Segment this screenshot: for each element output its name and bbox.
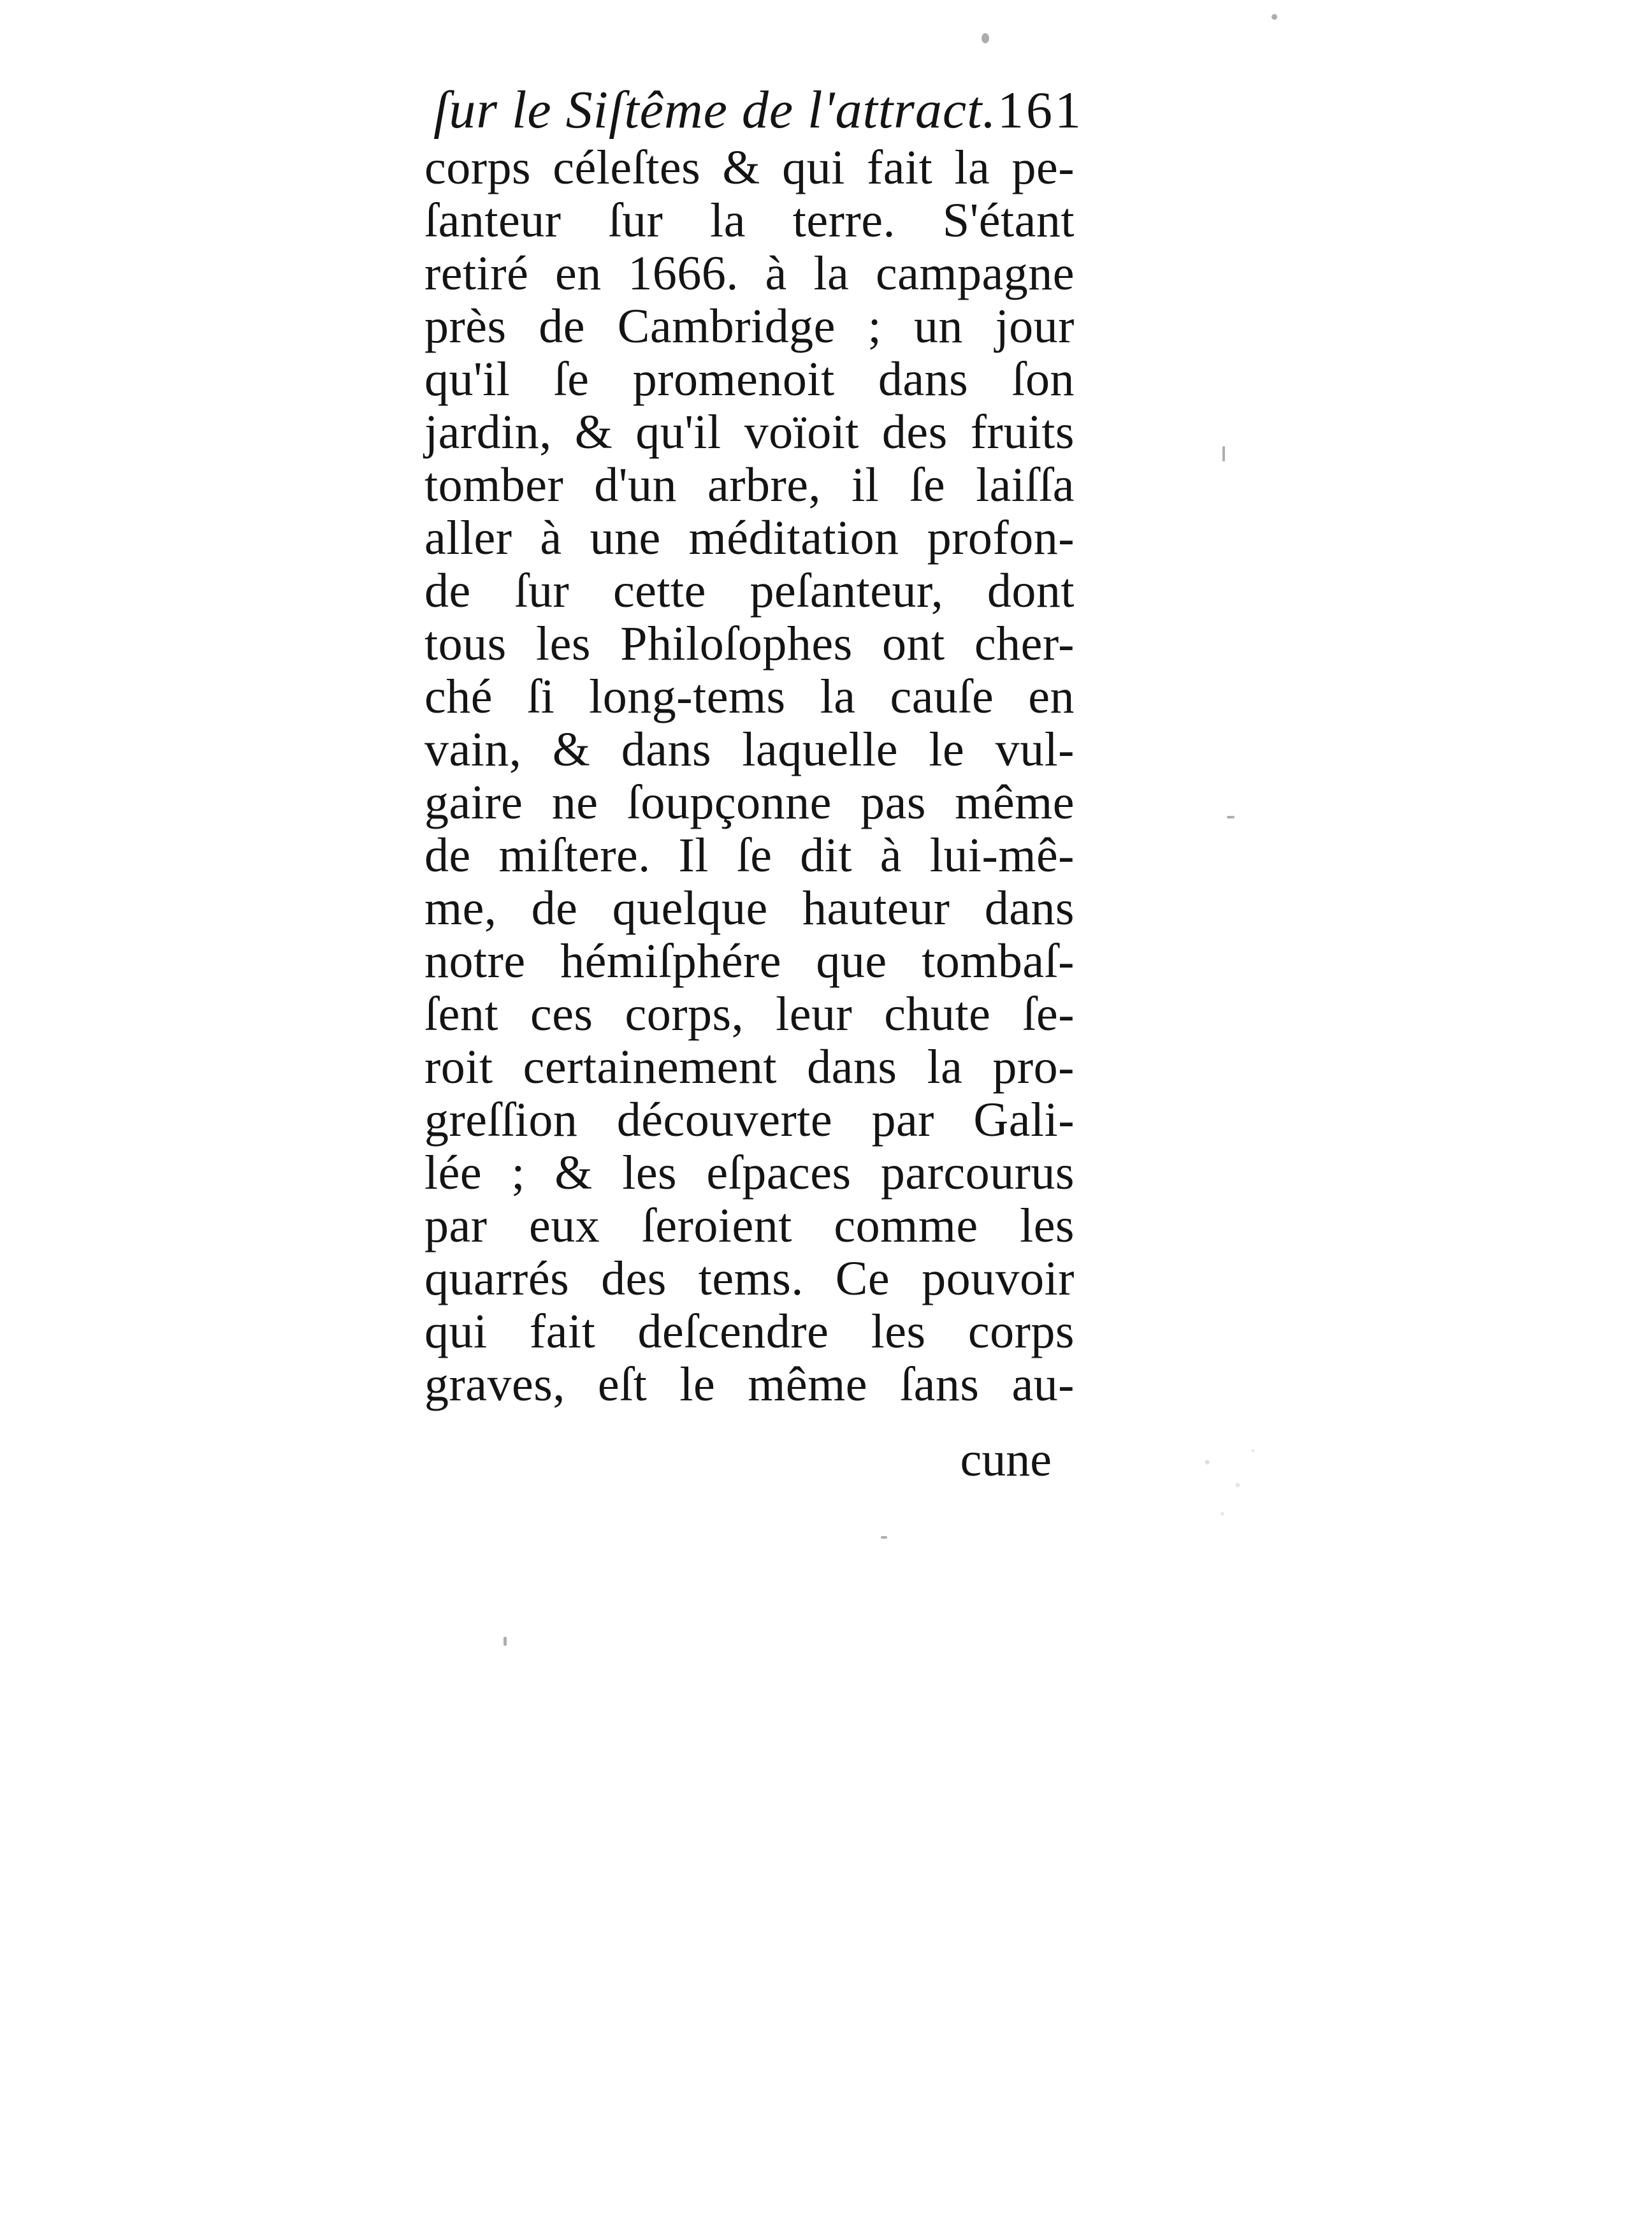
text-line: qui fait deſcendre les corps xyxy=(424,1305,1075,1358)
text-line: gaire ne ſoupçonne pas même xyxy=(424,776,1075,829)
text-line: roit certainement dans la pro- xyxy=(424,1040,1075,1094)
catchword: cune xyxy=(960,1433,1052,1486)
text-line: graves, eſt le même ſans au- xyxy=(424,1358,1075,1411)
paper-speck xyxy=(1227,816,1235,818)
text-line: qu'il ſe promenoit dans ſon xyxy=(424,352,1075,406)
text-line: quarrés des tems. Ce pouvoir xyxy=(424,1252,1075,1305)
text-line: par eux ſeroient comme les xyxy=(424,1199,1075,1252)
text-line: notre hémiſphére que tombaſ- xyxy=(424,934,1075,988)
paper-speck xyxy=(504,1637,507,1646)
paper-speck xyxy=(881,1536,887,1539)
text-line: lée ; & les eſpaces parcourus xyxy=(424,1146,1075,1200)
text-line: retiré en 1666. à la campagne xyxy=(424,247,1075,300)
running-head: ſur le Siſtême de l'attract. xyxy=(433,80,997,140)
text-line: ché ſi long-tems la cauſe en xyxy=(424,670,1075,723)
text-line: près de Cambridge ; un jour xyxy=(424,300,1075,353)
text-line: corps céleſtes & qui fait la pe- xyxy=(424,141,1075,194)
text-line: de ſur cette peſanteur, dont xyxy=(424,564,1075,618)
page-header xyxy=(433,75,1083,145)
text-line: greſſion découverte par Gali- xyxy=(424,1093,1075,1147)
text-line: jardin, & qu'il voïoit des fruits xyxy=(424,405,1075,459)
page-number: 161 xyxy=(997,81,1083,139)
text-line: tomber d'un arbre, il ſe laiſſa xyxy=(424,458,1075,512)
paper-speck xyxy=(1222,446,1225,461)
text-line: de miſtere. Il ſe dit à lui-mê- xyxy=(424,829,1075,882)
paper-noise xyxy=(1192,1428,1268,1543)
text-line: me, de quelque hauteur dans xyxy=(424,882,1075,935)
paper-speck xyxy=(982,33,989,43)
text-line: ſent ces corps, leur chute ſe- xyxy=(424,987,1075,1041)
text-line: aller à une méditation profon- xyxy=(424,511,1075,565)
paper-speck xyxy=(1272,14,1277,20)
text-line: ſanteur ſur la terre. S'étant xyxy=(424,194,1075,247)
text-line: tous les Philoſophes ont cher- xyxy=(424,617,1075,671)
text-line: vain, & dans laquelle le vul- xyxy=(424,723,1075,776)
body-text xyxy=(424,142,1075,1411)
